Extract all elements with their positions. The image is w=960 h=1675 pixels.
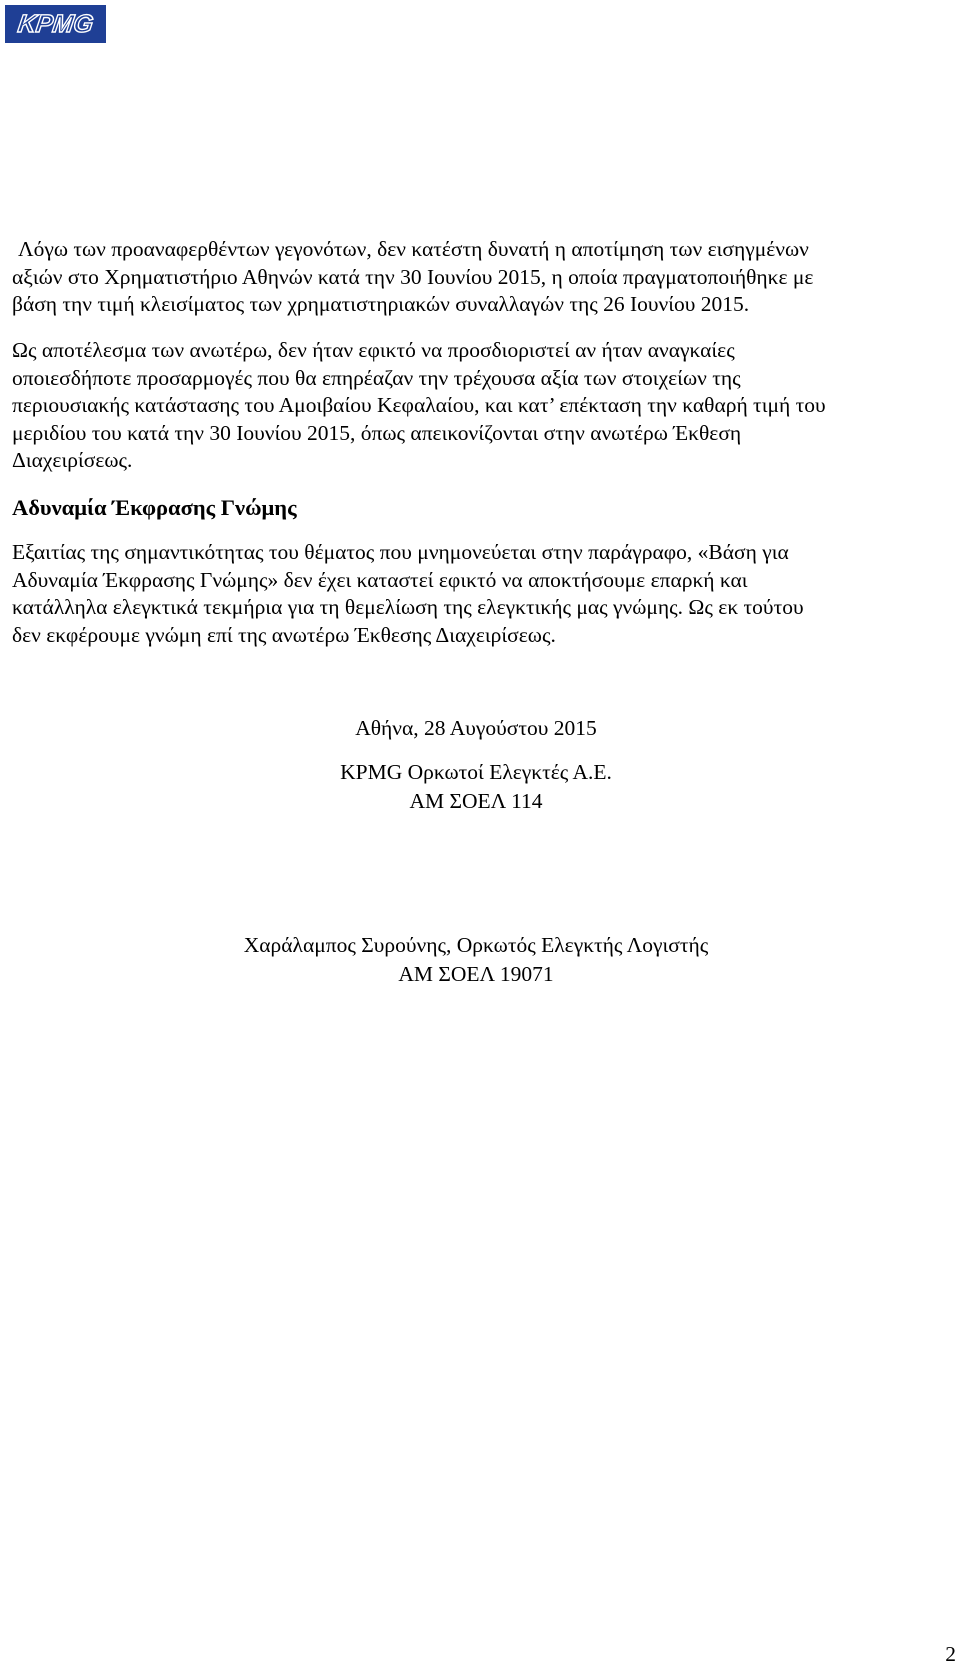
paragraph-line: Αδυναμία Έκφρασης Γνώμης» δεν έχει καταστεί εφικτό να αποκτήσουμε επαρκή και	[12, 567, 748, 592]
city-date: Αθήνα, 28 Αυγούστου 2015	[355, 716, 597, 740]
paragraph-line: δεν εκφέρουμε γνώμη επί της ανωτέρω Έκθεσης Διαχειρίσεως.	[12, 622, 556, 647]
paragraph-line: Ως αποτέλεσμα των ανωτέρω, δεν ήταν εφικτό να προσδιοριστεί αν ήταν αναγκαίες	[12, 338, 735, 362]
paragraph-line: αξιών στο Χρηματιστήριο Αθηνών κατά την 30 Ιουνίου 2015, η οποία πραγματοποιήθηκε με	[12, 264, 814, 289]
firm-name: KPMG Ορκωτοί Ελεγκτές Α.Ε.	[340, 760, 612, 784]
paragraph-line: Λόγω των προαναφερθέντων γεγονότων, δεν κατέστη δυνατή η αποτίμηση των εισηγμένων	[18, 237, 809, 261]
paragraph-line: περιουσιακής κατάστασης του Αμοιβαίου Κεφαλαίου, και κατ’ επέκταση την καθαρή τιμή του	[12, 393, 826, 417]
section-heading: Αδυναμία Έκφρασης Γνώμης	[12, 495, 297, 520]
signer-name: Χαράλαμπος Συρούνης, Ορκωτός Ελεγκτής Λογιστής	[243, 933, 709, 957]
paragraph-valuation	[12, 236, 948, 319]
paragraph-disclaimer	[12, 539, 948, 649]
signer-registration: ΑΜ ΣΟΕΛ 19071	[398, 962, 554, 986]
paragraph-line: οποιεσδήποτε προσαρμογές που θα επηρέαζαν την τρέχουσα αξία των στοιχείων της	[12, 365, 741, 390]
firm-registration: ΑΜ ΣΟΕΛ 114	[409, 789, 543, 813]
paragraph-line: Εξαιτίας της σημαντικότητας του θέματος που μνημονεύεται στην παράγραφο, «Βάση για	[12, 540, 789, 564]
paragraph-line: Διαχειρίσεως.	[12, 448, 133, 472]
logo-text: KPMG	[16, 9, 96, 38]
paragraph-consequence	[12, 337, 948, 475]
paragraph-line: κατάλληλα ελεγκτικά τεκμήρια για τη θεμελίωση της ελεγκτικής μας γνώμης. Ως εκ τούτου	[12, 595, 804, 619]
page-number: 2	[945, 1642, 956, 1666]
kpmg-logo	[5, 5, 106, 43]
paragraph-line: μεριδίου του κατά την 30 Ιουνίου 2015, όπως απεικονίζονται στην ανωτέρω Έκθεση	[12, 420, 742, 445]
paragraph-line: βάση την τιμή κλεισίματος των χρηματιστηριακών συναλλαγών της 26 Ιουνίου 2015.	[12, 292, 750, 316]
